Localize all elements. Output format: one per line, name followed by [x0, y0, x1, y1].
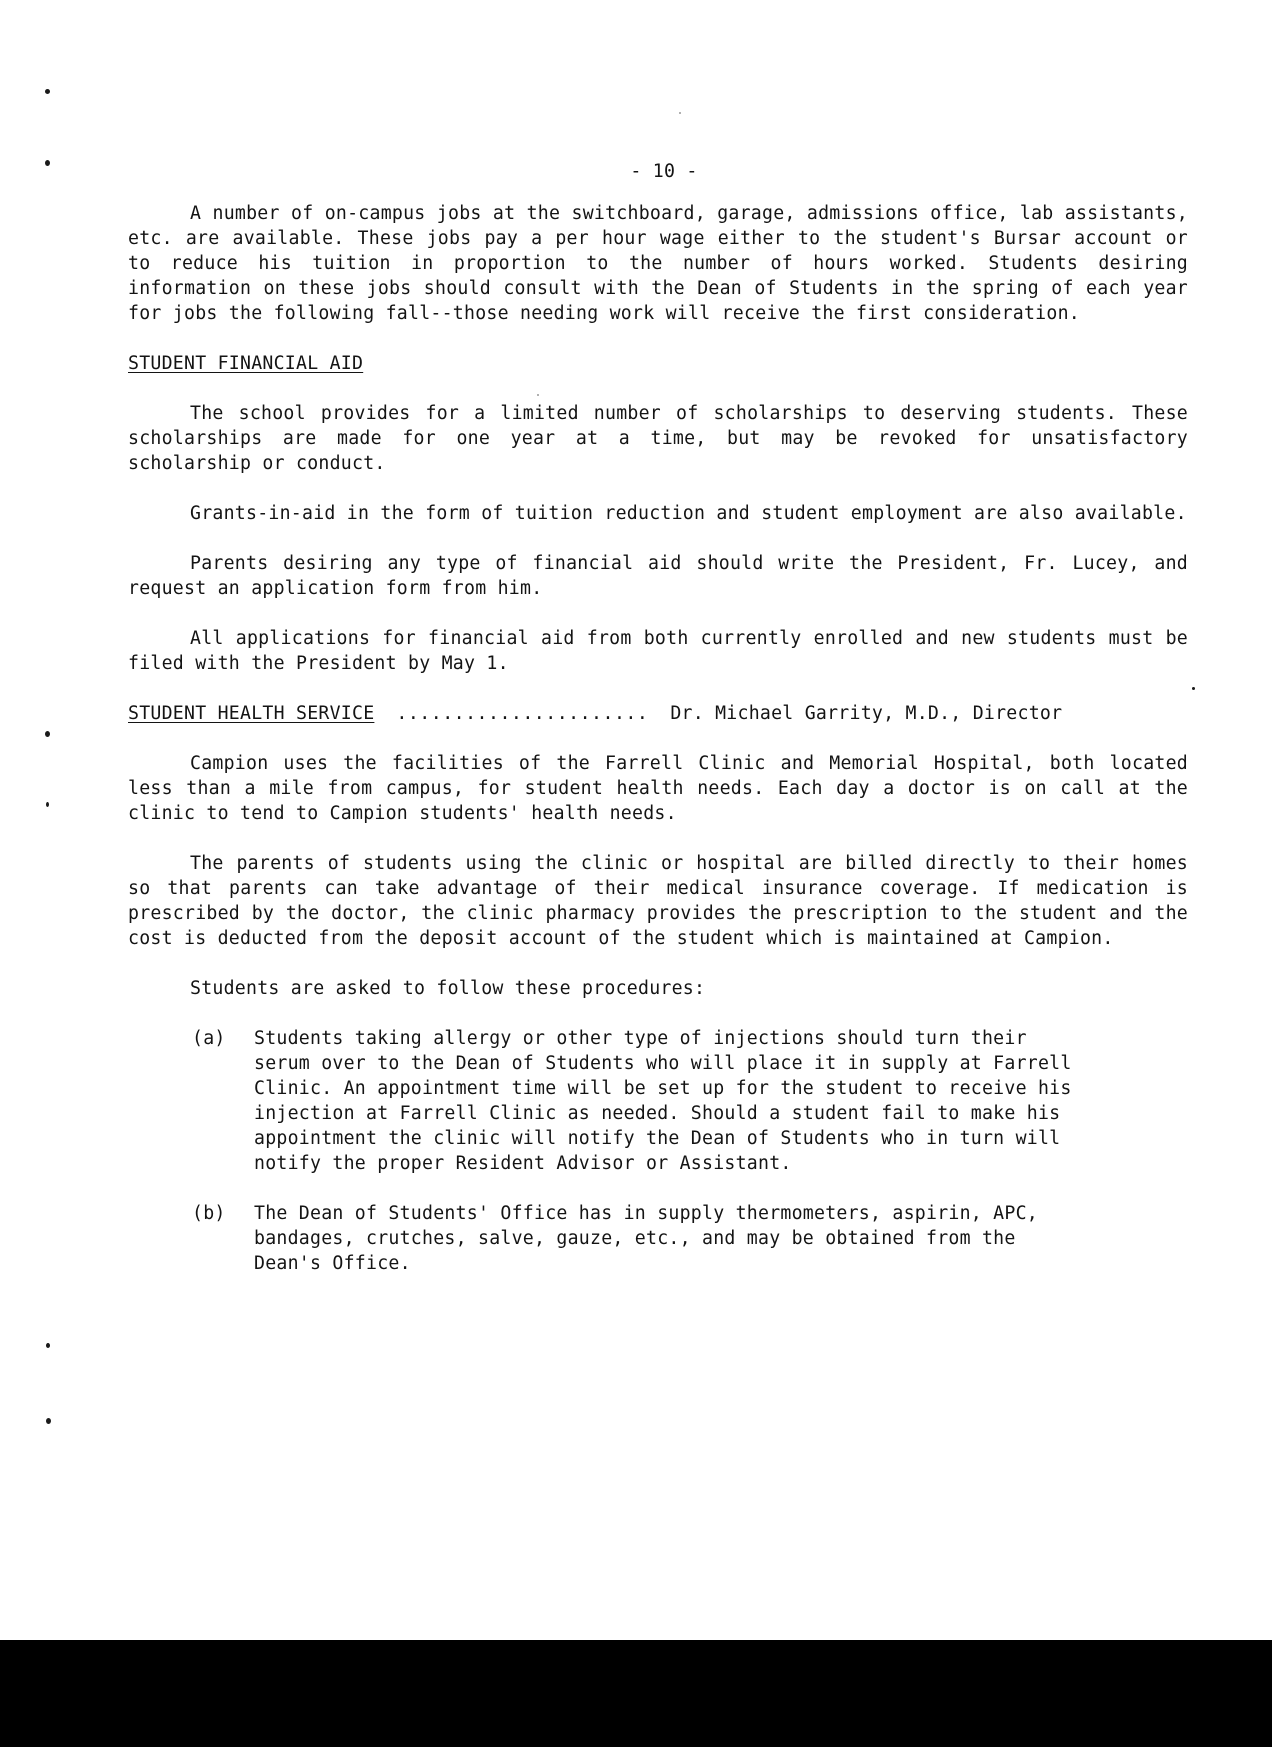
health-director: Dr. Michael Garrity, M.D., Director: [670, 703, 1063, 724]
binder-hole-mark: [46, 1343, 50, 1348]
financial-aid-heading: STUDENT FINANCIAL AID: [128, 353, 364, 374]
page-number: - 10 -: [630, 161, 698, 182]
binder-hole-mark: [45, 731, 50, 737]
binder-hole-mark: [46, 802, 49, 807]
campus-jobs-section: [128, 201, 1188, 326]
procedures-list: [128, 1026, 1188, 1276]
procedure-text: The Dean of Students' Office has in supply thermometers, aspirin, APC, bandages, crutches, salve, gauze, etc., and may be obtained from the Dean's Office.: [254, 1203, 1038, 1274]
scan-speck: [679, 112, 681, 114]
procedures-intro: Students are asked to follow these procedures:: [190, 978, 706, 999]
scan-speck: [1192, 687, 1195, 690]
apply-paragraph: Parents desiring any type of financial aid should write the President, Fr. Lucey, and request an application form from him.: [128, 553, 1188, 599]
deadline-paragraph: All applications for financial aid from both currently enrolled and new students must be filed with the President by May 1.: [128, 628, 1188, 674]
financial-aid-section: [128, 351, 1188, 676]
procedure-text: Students taking allergy or other type of injections should turn their serum over to the Dean of Students who will place it in supply at Farrell Clinic. An appointment time will be set up for the student to receive his injection at Farrell Clinic as needed. Should a student fail to make his appointment the clinic will notify the Dean of Students who in turn will notify the proper Resident Advisor or Assistant.: [254, 1028, 1072, 1174]
list-item: [192, 1026, 1188, 1176]
scholarships-paragraph: The school provides for a limited number of scholarships to deserving students. These scholarships are made for one year at a time, but may be revoked for unsatisfactory scholarship or conduct.: [128, 403, 1188, 474]
billing-paragraph: The parents of students using the clinic or hospital are billed directly to their homes so that parents can take advantage of their medical insurance coverage. If medication is prescribed by the doctor, the clinic pharmacy provides the prescription to the student and the cost is deducted from the deposit account of the student which is maintained at Campion.: [128, 853, 1188, 949]
binder-hole-mark: [45, 160, 50, 166]
health-service-section: [128, 701, 1188, 1276]
dot-leader: ......................: [396, 703, 649, 724]
list-marker: (b): [192, 1203, 226, 1224]
list-marker: (a): [192, 1028, 226, 1049]
clinic-paragraph: Campion uses the facilities of the Farrell Clinic and Memorial Hospital, both located less than a mile from campus, for student health needs. Each day a doctor is on call at the clinic to tend to Campion students' health needs.: [128, 753, 1188, 824]
health-service-heading-row: [128, 701, 1188, 726]
health-service-heading: STUDENT HEALTH SERVICE: [128, 703, 375, 724]
grants-paragraph: Grants-in-aid in the form of tuition reduction and student employment are also available.: [190, 503, 1187, 524]
binder-hole-mark: [45, 89, 50, 94]
document-body: [128, 159, 1188, 1301]
scan-border: [0, 1640, 1272, 1747]
list-item: [192, 1201, 1188, 1276]
campus-jobs-paragraph: A number of on-campus jobs at the switchboard, garage, admissions office, lab assistants, etc. are available. These jobs pay a per hour wage either to the student's Bursar account or to reduce his tuition in proportion to the number of hours worked. Students desiring information on these jobs should consult with the Dean of Students in the spring of each year for jobs the following fall--those needing work will receive the first consideration.: [128, 203, 1188, 324]
binder-hole-mark: [46, 1418, 51, 1424]
